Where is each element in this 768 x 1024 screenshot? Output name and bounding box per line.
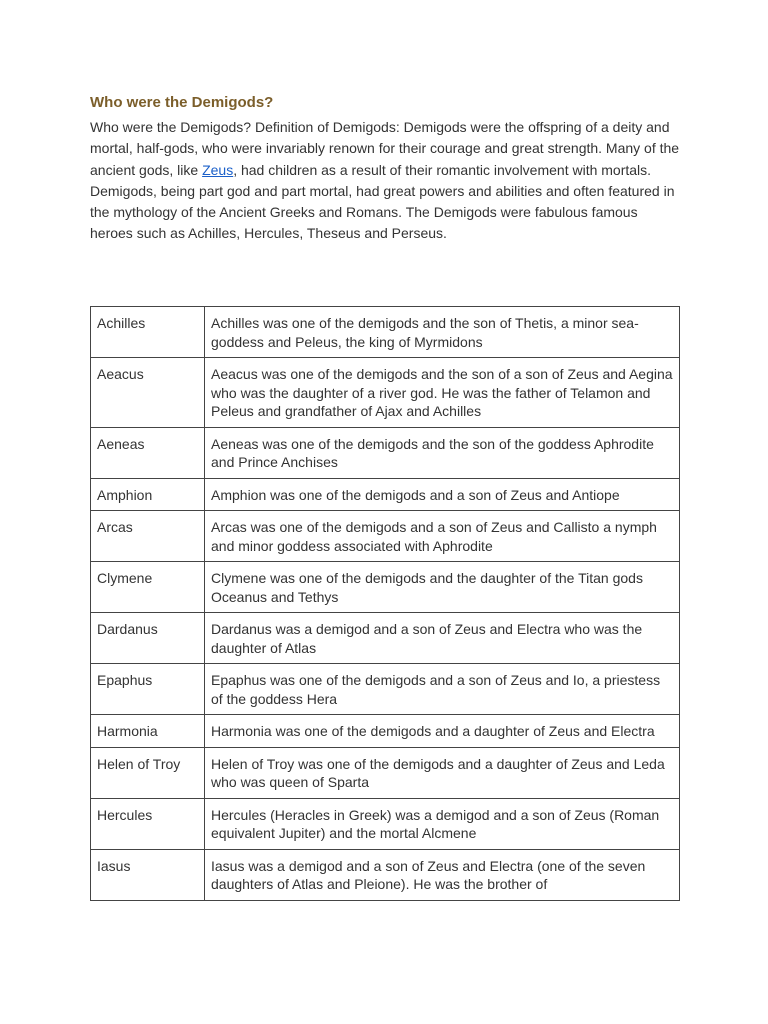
demigod-description-cell: Dardanus was a demigod and a son of Zeus and Electra who was the daughter of Atlas	[205, 613, 680, 664]
demigod-name-cell: Arcas	[91, 511, 205, 562]
demigod-description-cell: Aeacus was one of the demigods and the son of a son of Zeus and Aegina who was the daughter of a river god. He was the father of Telamon and Peleus and grandfather of Ajax and Achilles	[205, 358, 680, 428]
zeus-link[interactable]: Zeus	[202, 161, 234, 178]
demigod-name-cell: Achilles	[91, 307, 205, 358]
demigod-description-cell: Aeneas was one of the demigods and the son of the goddess Aphrodite and Prince Anchises	[205, 427, 680, 478]
intro-paragraph	[90, 117, 680, 245]
demigod-name-cell: Amphion	[91, 478, 205, 511]
demigod-name-cell: Dardanus	[91, 613, 205, 664]
demigod-name-cell: Aeneas	[91, 427, 205, 478]
demigod-description-cell: Clymene was one of the demigods and the daughter of the Titan gods Oceanus and Tethys	[205, 562, 680, 613]
table-row	[91, 747, 680, 798]
intro-text-end: , had children as a result of their romantic involvement with mortals. Demigods, being part god and part mortal, had great powers and abilities and often featured in the mythology of the Ancient Greeks and Romans. The Demigods were fabulous famous heroes such as Achilles, Hercules, Theseus and Perseus.	[90, 161, 675, 242]
table-row	[91, 849, 680, 900]
demigod-description-cell: Amphion was one of the demigods and a son of Zeus and Antiope	[205, 478, 680, 511]
demigod-description-cell: Epaphus was one of the demigods and a son of Zeus and Io, a priestess of the goddess Hera	[205, 664, 680, 715]
table-row	[91, 664, 680, 715]
table-row	[91, 427, 680, 478]
demigods-table	[90, 306, 680, 901]
table-row	[91, 613, 680, 664]
demigod-description-cell: Iasus was a demigod and a son of Zeus and Electra (one of the seven daughters of Atlas and Pleione). He was the brother of	[205, 849, 680, 900]
demigod-description-cell: Achilles was one of the demigods and the son of Thetis, a minor sea-goddess and Peleus, the king of Myrmidons	[205, 307, 680, 358]
demigod-name-cell: Hercules	[91, 798, 205, 849]
table-row	[91, 511, 680, 562]
demigod-description-cell: Harmonia was one of the demigods and a daughter of Zeus and Electra	[205, 715, 680, 748]
table-row	[91, 798, 680, 849]
demigod-name-cell: Helen of Troy	[91, 747, 205, 798]
demigod-name-cell: Aeacus	[91, 358, 205, 428]
page-title: Who were the Demigods?	[90, 94, 274, 111]
table-row	[91, 307, 680, 358]
demigod-name-cell: Harmonia	[91, 715, 205, 748]
demigod-description-cell: Arcas was one of the demigods and a son of Zeus and Callisto a nymph and minor goddess associated with Aphrodite	[205, 511, 680, 562]
table-row	[91, 562, 680, 613]
demigod-name-cell: Epaphus	[91, 664, 205, 715]
intro-text-start: Who were the Demigods? Definition of Demigods: Demigods were the offspring of a deity and mortal, half-gods, who were invariably renown for their courage and great strength. Many of the ancient gods, like	[90, 119, 680, 178]
demigod-name-cell: Iasus	[91, 849, 205, 900]
table-row	[91, 358, 680, 428]
demigod-name-cell: Clymene	[91, 562, 205, 613]
demigod-description-cell: Helen of Troy was one of the demigods and a daughter of Zeus and Leda who was queen of Sparta	[205, 747, 680, 798]
table-row	[91, 478, 680, 511]
demigod-description-cell: Hercules (Heracles in Greek) was a demigod and a son of Zeus (Roman equivalent Jupiter) and the mortal Alcmene	[205, 798, 680, 849]
table-row	[91, 715, 680, 748]
